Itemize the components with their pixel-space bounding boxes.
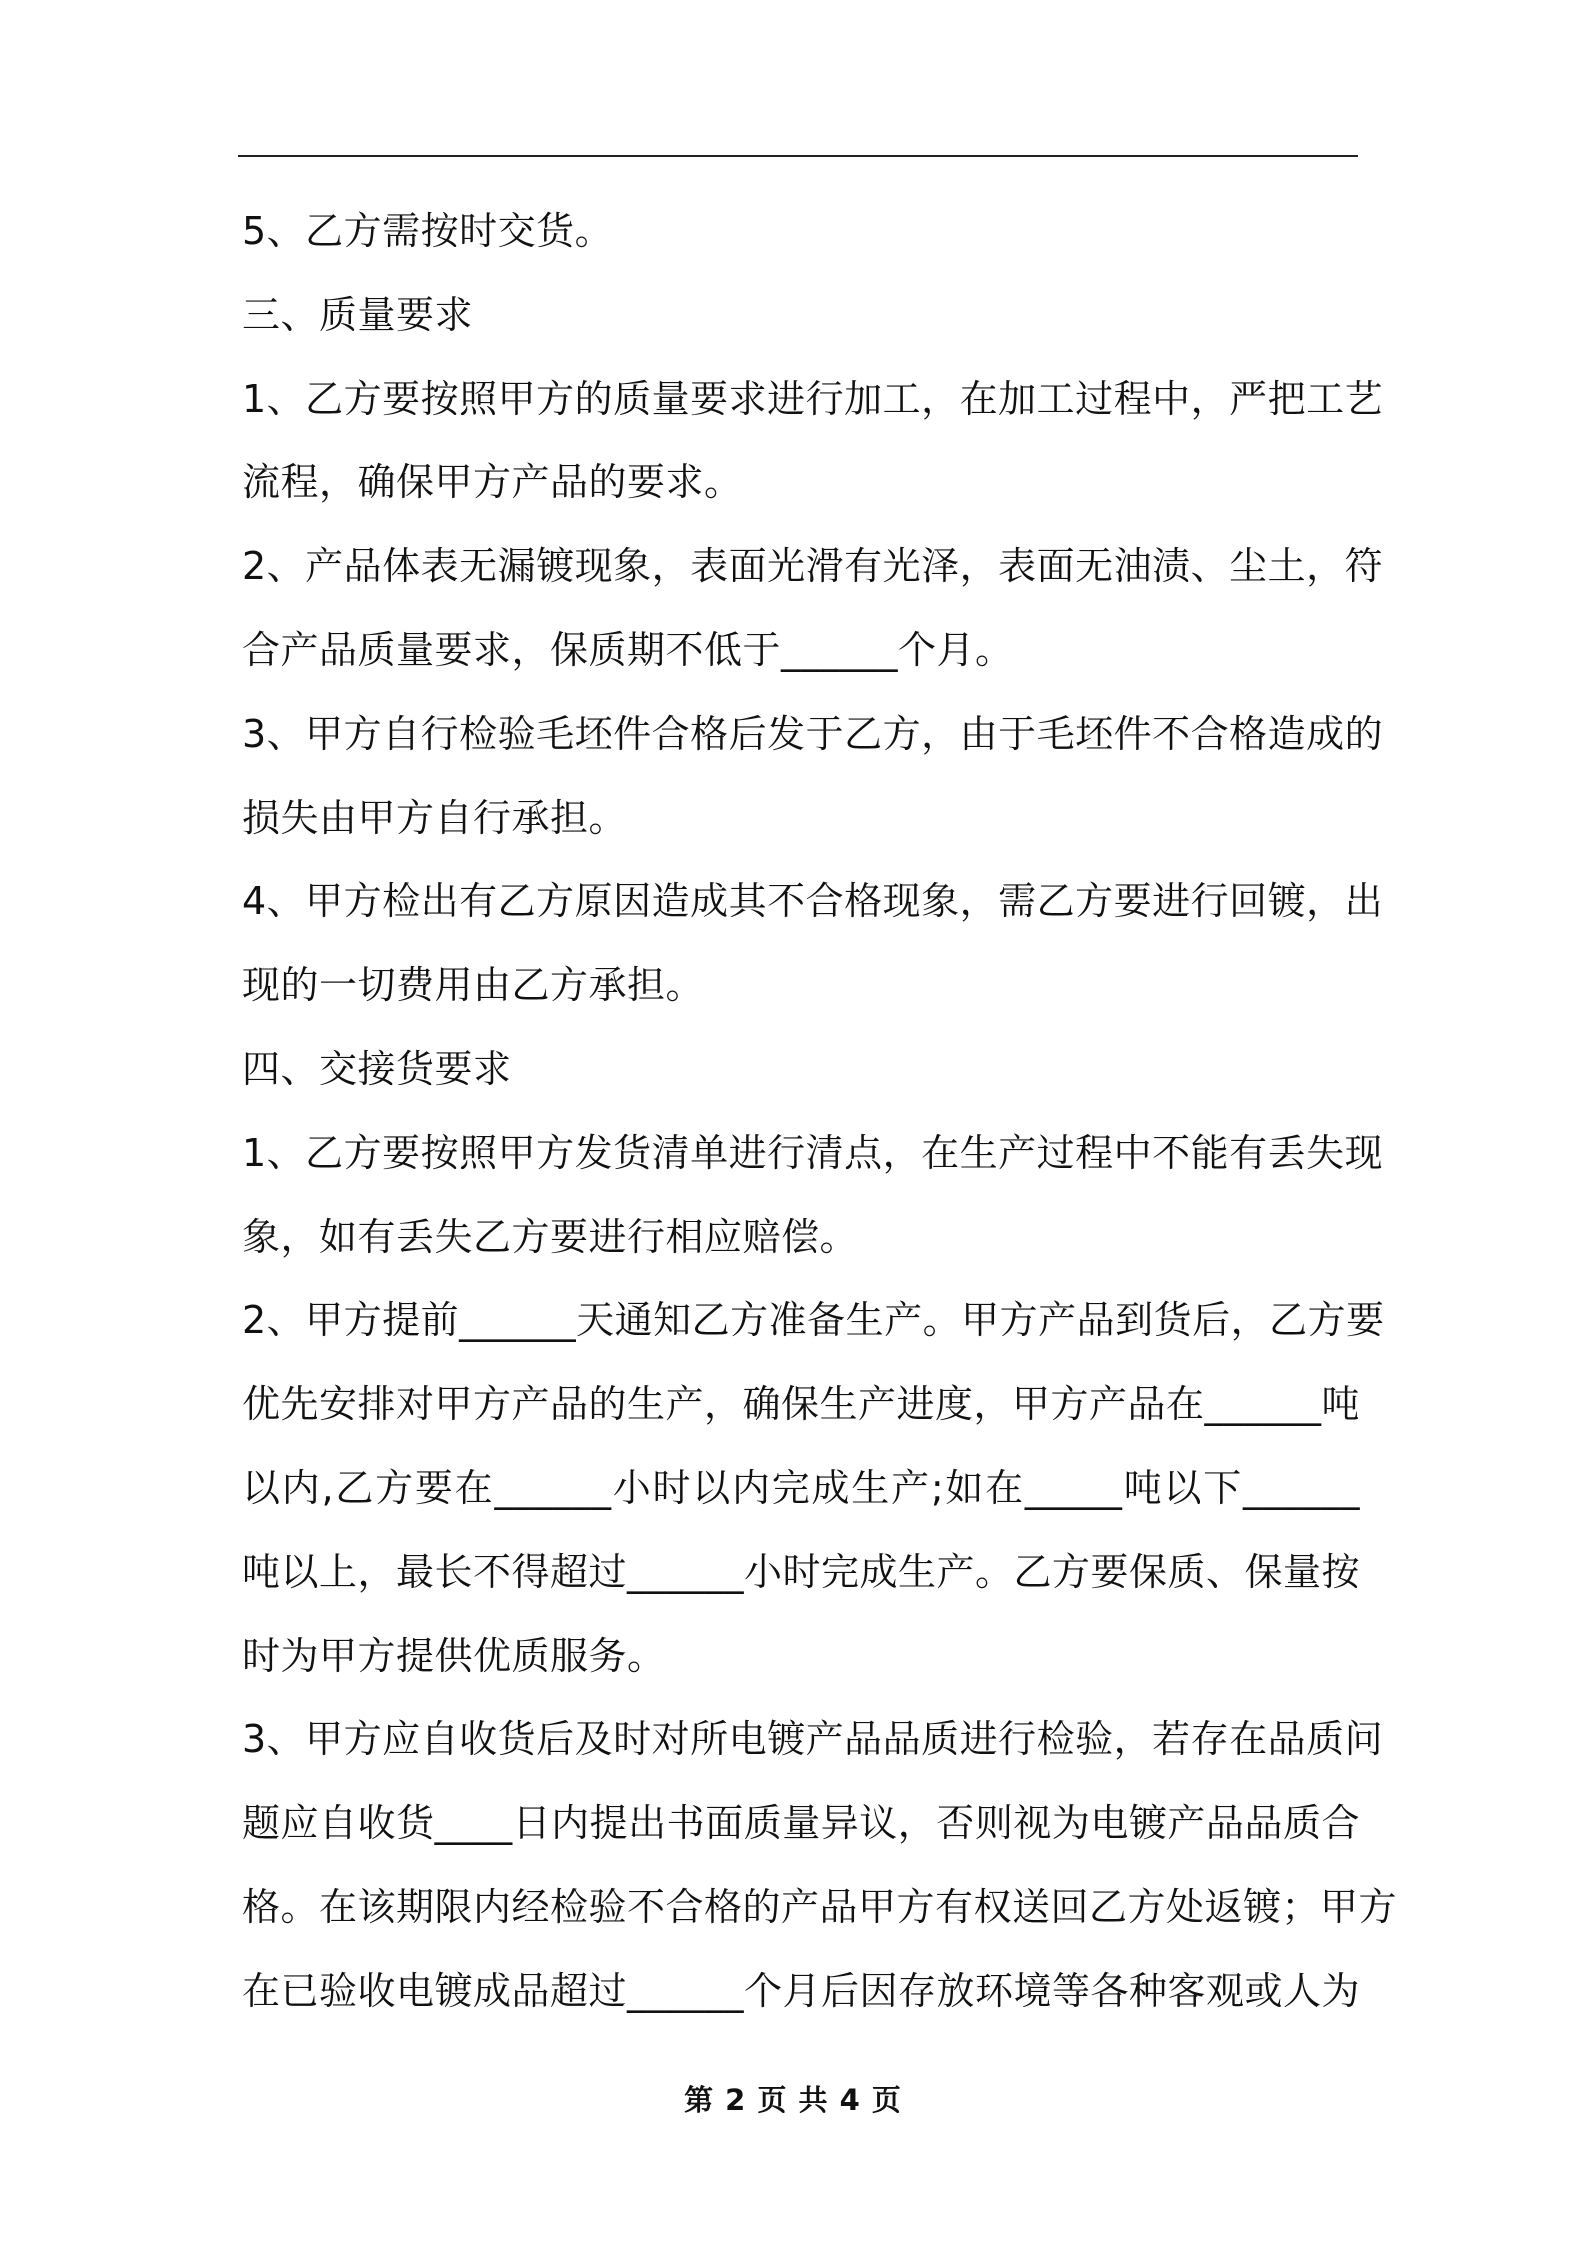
text-line: 吨以上，最长不得超过______小时完成生产。乙方要保质、保量按 bbox=[242, 1549, 1361, 1594]
text-line: 3、甲方自行检验毛坯件合格后发于乙方，由于毛坯件不合格造成的 bbox=[242, 711, 1384, 756]
text-line: 优先安排对甲方产品的生产，确保生产进度，甲方产品在______吨 bbox=[242, 1382, 1361, 1427]
text-line: 时为甲方提供优质服务。 bbox=[242, 1633, 666, 1678]
text-line: 3、甲方应自收货后及时对所电镀产品品质进行检验，若存在品质问 bbox=[242, 1717, 1384, 1762]
header-rule bbox=[238, 155, 1358, 157]
document-body bbox=[242, 190, 1398, 2034]
text-line: 4、甲方检出有乙方原因造成其不合格现象，需乙方要进行回镀，出 bbox=[242, 879, 1384, 924]
text-line: 象，如有丢失乙方要进行相应赔偿。 bbox=[242, 1214, 859, 1259]
page-number-footer: 第 2 页 共 4 页 bbox=[684, 2083, 902, 2117]
text-line: 1、乙方要按照甲方的质量要求进行加工，在加工过程中，严把工艺 bbox=[242, 376, 1384, 421]
text-line: 在已验收电镀成品超过______个月后因存放环境等各种客观或人为 bbox=[242, 1968, 1361, 2013]
text-line: 1、乙方要按照甲方发货清单进行清点，在生产过程中不能有丢失现 bbox=[242, 1130, 1384, 1175]
section-heading: 四、交接货要求 bbox=[242, 1046, 512, 1091]
section-heading: 三、质量要求 bbox=[242, 292, 474, 337]
text-line: 2、产品体表无漏镀现象，表面光滑有光泽，表面无油渍、尘土，符 bbox=[242, 544, 1384, 589]
text-line: 以内,乙方要在______小时以内完成生产;如在_____吨以下______ bbox=[242, 1465, 1360, 1510]
text-line: 题应自收货____日内提出书面质量异议，否则视为电镀产品品质合 bbox=[242, 1801, 1360, 1846]
text-line: 合产品质量要求，保质期不低于______个月。 bbox=[242, 627, 1014, 672]
text-line: 流程，确保甲方产品的要求。 bbox=[242, 460, 743, 505]
text-line: 格。在该期限内经检验不合格的产品甲方有权送回乙方处返镀；甲方 bbox=[242, 1884, 1398, 1929]
text-line: 现的一切费用由乙方承担。 bbox=[242, 963, 705, 1008]
text-line: 5、乙方需按时交货。 bbox=[242, 209, 614, 253]
text-line: 损失由甲方自行承担。 bbox=[242, 795, 628, 840]
text-line: 2、甲方提前______天通知乙方准备生产。甲方产品到货后，乙方要 bbox=[242, 1298, 1385, 1343]
